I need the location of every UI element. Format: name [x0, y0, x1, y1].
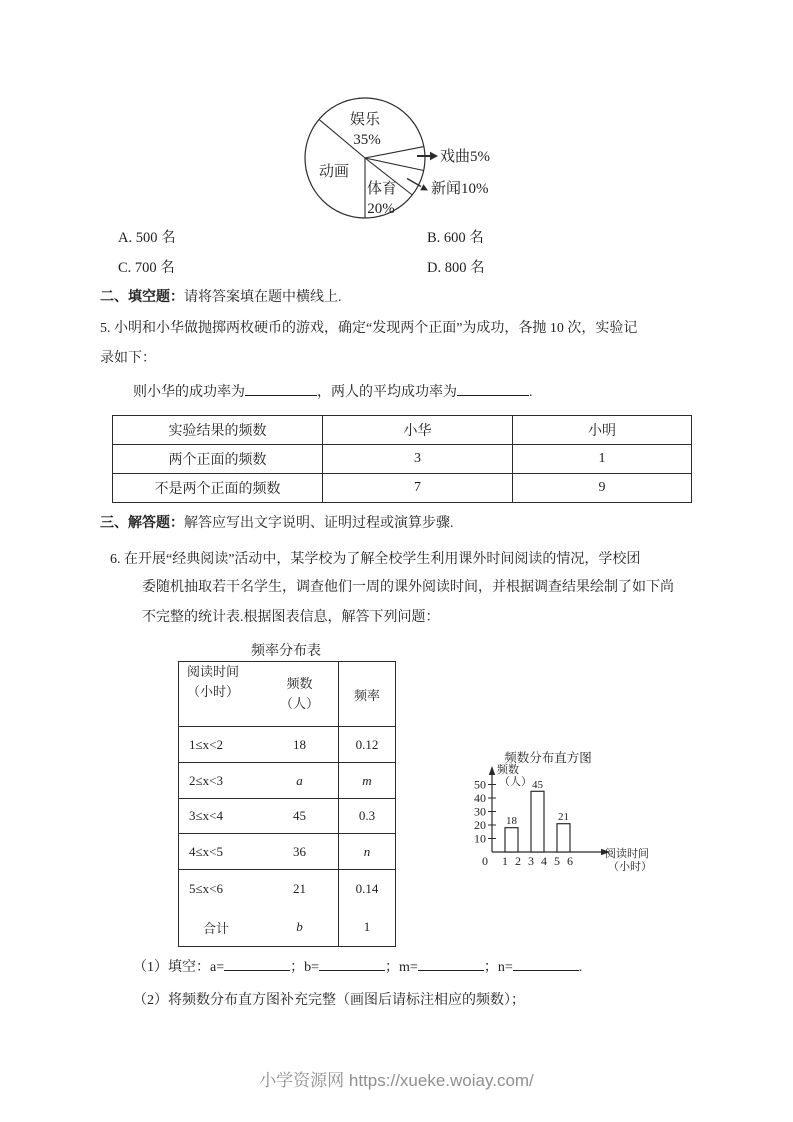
section-2-heading-prefix: 二、填空题：: [100, 290, 184, 305]
option-d: D. 800 名: [427, 260, 485, 276]
freq-table: [178, 661, 396, 947]
y-tick-label: 30: [474, 804, 486, 819]
q6-line2: 委随机抽取若干名学生，调查他们一周的课外阅读时间，并根据调查结果绘制了如下尚: [142, 580, 674, 595]
x-tick-label: 3: [528, 854, 534, 868]
bar-3-4: [531, 791, 544, 852]
freq-th-freq: 频率: [338, 662, 395, 726]
y-axis-title-l1: 频数: [497, 764, 519, 776]
freq-freq: 0.12: [338, 727, 395, 762]
q5-blank-1: [245, 382, 317, 396]
x-axis-title-l1: 阅读时间: [605, 848, 649, 860]
blank-b: [319, 957, 385, 971]
freq-row-2: [179, 763, 395, 799]
q6-sub2: （2）将频数分布直方图补充完整（画图后请标注相应的频数）；: [133, 993, 525, 1008]
q6-sub1-b: b=: [304, 960, 320, 975]
pie-label-entertainment-pct: 35%: [353, 132, 381, 148]
freq-interval: 5≤x<6: [189, 881, 223, 896]
q6-line1: 6. 在开展“经典阅读”活动中，某学校为了解全校学生利用课外时间阅读的情况，学校团: [110, 552, 641, 567]
q6-sub1-n: n=: [497, 960, 513, 975]
q6-line3: 不完整的统计表.根据图表信息，解答下列问题：: [142, 610, 440, 625]
freq-interval: 3≤x<4: [189, 808, 223, 823]
x-tick-label: 2: [515, 854, 521, 868]
option-b: B. 600 名: [427, 230, 484, 246]
freq-freq: 0.14: [338, 870, 395, 908]
q5-cell-label: 不是两个正面的频数: [113, 474, 323, 503]
freq-freq: 1: [338, 908, 395, 946]
section-3-heading-rest: 解答应写出文字说明、证明过程或演算步骤.: [184, 516, 454, 531]
pie-label-news: 新闻10%: [431, 181, 489, 197]
freq-th-time-l2: （小时）: [187, 684, 240, 699]
freq-row-3: [179, 799, 395, 834]
q5-fill-prefix: 则小华的成功率为: [133, 385, 245, 400]
q5-fill-end: .: [529, 385, 533, 400]
pie-chart: [290, 90, 500, 230]
q5-fill-line: [133, 382, 533, 402]
freq-freq-var-m: m: [338, 763, 395, 798]
option-c: C. 700 名: [118, 260, 175, 276]
pie-label-animation: 动画: [318, 164, 350, 180]
q5-cell-value: 9: [513, 474, 692, 503]
freq-th-count: [261, 662, 338, 726]
q6-sub1-sep: ；: [385, 960, 400, 975]
x-tick-label: 5: [554, 854, 560, 868]
freq-interval: 1≤x<2: [189, 736, 223, 752]
q5-line2: 录如下：: [100, 351, 156, 366]
section-3-heading: [100, 515, 454, 533]
freq-th-time: [179, 662, 261, 726]
bar-value-label: 18: [506, 815, 517, 827]
y-tick-label: 10: [474, 831, 486, 846]
section-2-heading-rest: 请将答案填在题中横线上.: [184, 290, 342, 305]
q6-sub1-m: m=: [399, 960, 418, 975]
y-axis-arrow: [489, 766, 495, 775]
freq-count: 45: [293, 808, 306, 823]
freq-freq: 0.3: [338, 799, 395, 833]
freq-th-count-l1: 频数: [286, 676, 313, 691]
freq-count: 18: [293, 736, 306, 752]
q5-th-xiaoming: 小明: [513, 416, 692, 445]
q6-sub1-sep: ；: [483, 960, 498, 975]
freq-interval: 4≤x<5: [189, 843, 223, 859]
freq-freq-var-n: n: [338, 834, 395, 869]
freq-row-5: [179, 870, 395, 908]
bar-value-label: 45: [532, 779, 543, 791]
q6-sub1: [133, 957, 582, 977]
freq-th-count-l2: （人）: [279, 696, 319, 711]
blank-a: [224, 957, 290, 971]
q6-sub1-end: .: [578, 960, 583, 975]
pie-label-sports-pct: 20%: [367, 201, 395, 217]
freq-th-time-l1: 阅读时间: [187, 664, 240, 679]
pie-label-opera: 戏曲5%: [440, 149, 490, 165]
q6-sub1-prefix: （1）填空：: [133, 960, 210, 975]
frequency-histogram: [455, 745, 690, 890]
x-tick-label: 1: [502, 854, 508, 868]
section-3-heading-prefix: 三、解答题：: [100, 516, 184, 531]
q5-result-table: [112, 415, 692, 503]
blank-m: [418, 957, 484, 971]
q5-blank-2: [457, 382, 529, 396]
y-tick-label: 50: [474, 777, 486, 792]
x-tick-label: 6: [567, 854, 573, 868]
q5-cell-value: 1: [513, 445, 692, 474]
origin-label: 0: [482, 854, 488, 868]
x-tick-label: 4: [541, 854, 547, 868]
y-tick-label: 40: [474, 791, 486, 805]
q5-cell-label: 两个正面的频数: [113, 445, 323, 474]
q5-th-result: 实验结果的频数: [113, 416, 323, 445]
freq-count-var-a: a: [296, 772, 303, 788]
freq-count: 21: [293, 881, 306, 896]
x-axis-title-l2: （小时）: [608, 861, 652, 873]
y-tick-label: 20: [474, 818, 486, 832]
table-row: [113, 445, 692, 474]
site-footer: 小学资源网 https://xueke.woiay.com/: [259, 1071, 534, 1090]
freq-row-total: [179, 908, 395, 946]
freq-interval: 2≤x<3: [189, 772, 223, 788]
q6-sub1-a: a=: [210, 960, 225, 975]
q5-cell-value: 7: [323, 474, 513, 503]
y-axis-title-l2: （人）: [499, 776, 532, 788]
q5-th-xiaohua: 小华: [323, 416, 513, 445]
pie-label-entertainment: 娱乐: [349, 112, 381, 128]
bar-5-6: [557, 824, 570, 852]
arrow-head-opera: [430, 152, 438, 160]
option-a: A. 500 名: [118, 230, 176, 246]
arrow-head-news: [420, 184, 428, 190]
freq-count: 36: [293, 843, 306, 859]
table-row: [113, 416, 692, 445]
freq-total-label: 合计: [203, 920, 230, 936]
bar-1-2: [505, 828, 518, 852]
q5-line1: 5. 小明和小华做抛掷两枚硬币的游戏，确定“发现两个正面”为成功，各抛 10 次，实验记: [100, 321, 638, 336]
q5-cell-value: 3: [323, 445, 513, 474]
freq-row-1: [179, 727, 395, 763]
q6-sub1-sep: ；: [290, 960, 305, 975]
table-row: [113, 474, 692, 503]
freq-row-4: [179, 834, 395, 870]
bar-value-label: 21: [558, 811, 569, 823]
blank-n: [513, 957, 579, 971]
freq-count-var-b: b: [296, 919, 303, 934]
freq-table-header-row: [179, 662, 395, 727]
section-2-heading: [100, 289, 342, 307]
q5-fill-mid: ，两人的平均成功率为: [317, 385, 457, 400]
freq-table-title: 频率分布表: [251, 644, 321, 659]
pie-label-sports: 体育: [366, 181, 398, 197]
histogram-title: 频数分布直方图: [504, 751, 592, 765]
